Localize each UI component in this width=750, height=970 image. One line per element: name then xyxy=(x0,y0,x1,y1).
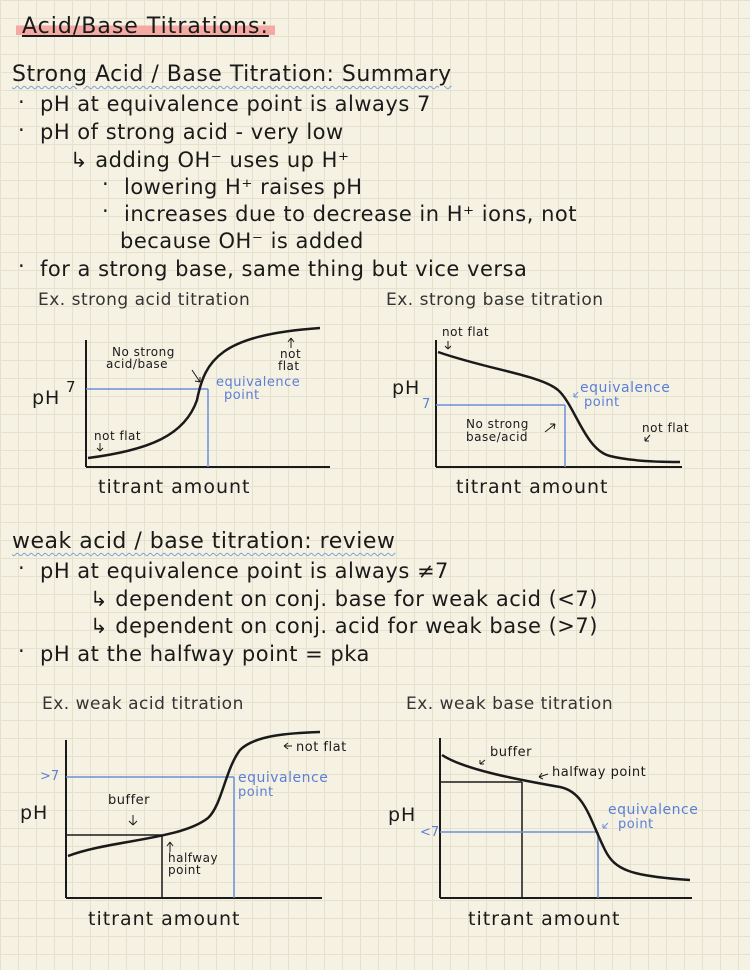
graph4-note-equivalence-line2: point xyxy=(618,817,654,832)
strong-bullet-2-sub-b2: because OH⁻ is added xyxy=(120,229,364,253)
strong-bullet-3: for a strong base, same thing but vice versa xyxy=(40,257,528,281)
weak-bullet-2: pH at the halfway point = pka xyxy=(40,642,370,666)
graph3-note-equivalence-line1: equivalence xyxy=(238,770,329,786)
strong-bullet-1: pH at equivalence point is always 7 xyxy=(40,92,431,116)
arrow-icon xyxy=(603,823,608,828)
graph1-y7-tick: 7 xyxy=(66,378,76,396)
graph4-note-equivalence-line1: equivalence xyxy=(608,802,699,818)
strong-bullet-2-sub: ↳ adding OH⁻ uses up H⁺ xyxy=(70,148,350,172)
graph3-note-equivalence-line2: point xyxy=(238,785,274,800)
bullet-dot: · xyxy=(18,254,25,278)
graph2-y-axis-label: pH xyxy=(392,377,421,399)
graph1-y-axis-label: pH xyxy=(32,387,61,409)
titration-curve xyxy=(68,732,320,856)
weak-base-example-label: Ex. weak base titration xyxy=(406,694,614,714)
arrow-icon xyxy=(480,760,485,764)
graph2-note-equivalence-line1: equivalence xyxy=(580,380,671,396)
graph2-note-no-strong-line1: No strong xyxy=(466,417,529,431)
graph1-note-equivalence-line1: equivalence xyxy=(216,375,301,390)
graph2-note-not-flat-right: not flat xyxy=(642,421,690,435)
graph2-note-not-flat-top: not flat xyxy=(442,325,490,339)
graph2-note-equivalence-line2: point xyxy=(584,395,620,410)
arrow-icon xyxy=(129,815,137,825)
graph1-note-not-flat-bottom: not flat xyxy=(94,429,142,443)
weak-bullet-1: pH at equivalence point is always ≠7 xyxy=(40,559,449,583)
arrow-icon xyxy=(97,443,103,451)
graph3-note-halfway-line2: point xyxy=(168,863,202,877)
graph1-x-axis-label: titrant amount xyxy=(98,476,251,498)
graph3-note-halfway-line1: halfway xyxy=(168,851,219,865)
bullet-dot: · xyxy=(18,90,25,114)
bullet-dot: · xyxy=(18,118,25,142)
strong-bullet-2-sub-a: lowering H⁺ raises pH xyxy=(124,175,363,199)
weak-bullet-1-sub2: ↳ dependent on conj. acid for weak base (>7) xyxy=(90,614,598,638)
strong-bullet-2-sub-b1: increases due to decrease in H⁺ ions, not xyxy=(124,202,577,226)
arrow-icon xyxy=(284,743,292,749)
graph1-note-not-flat-top-line1: not xyxy=(280,347,302,361)
arrow-icon xyxy=(445,341,451,349)
graph4-note-halfway: halfway point xyxy=(552,765,647,780)
graph1-note-equivalence-line2: point xyxy=(224,388,260,403)
graph3-y-axis-label: pH xyxy=(20,802,49,824)
arrow-icon xyxy=(645,435,650,441)
weak-bullet-1-sub1: ↳ dependent on conj. base for weak acid (<7) xyxy=(90,587,598,611)
page-title: Acid/Base Titrations: xyxy=(16,14,275,40)
graph2-note-no-strong-line2: base/acid xyxy=(466,430,529,444)
titration-curve xyxy=(438,352,680,462)
bullet-dot: · xyxy=(102,199,109,223)
strong-base-example-label: Ex. strong base titration xyxy=(386,290,604,310)
weak-acid-example-label: Ex. weak acid titration xyxy=(42,694,244,714)
graph3-x-axis-label: titrant amount xyxy=(88,908,241,930)
arrow-icon xyxy=(574,392,578,397)
graph3-y-tick: >7 xyxy=(40,769,60,784)
graph3-note-not-flat: not flat xyxy=(296,740,347,755)
graph4-y-tick: <7 xyxy=(420,825,440,840)
strong-bullet-2: pH of strong acid - very low xyxy=(40,120,344,144)
graph2-x-axis-label: titrant amount xyxy=(456,476,609,498)
graph2-y7-tick: 7 xyxy=(422,397,431,412)
arrow-icon xyxy=(545,424,555,432)
graph1-note-no-strong-line2: acid/base xyxy=(106,357,169,371)
arrow-icon xyxy=(539,773,548,779)
strong-heading: Strong Acid / Base Titration: Summary xyxy=(12,62,452,87)
graph4-note-buffer: buffer xyxy=(490,745,532,760)
arrow-icon xyxy=(192,370,200,382)
weak-heading: weak acid / base titration: review xyxy=(12,529,396,554)
bullet-dot: · xyxy=(18,556,25,580)
bullet-dot: · xyxy=(18,639,25,663)
graph3-note-buffer: buffer xyxy=(108,793,150,808)
bullet-dot: · xyxy=(102,172,109,196)
graph4-x-axis-label: titrant amount xyxy=(468,908,621,930)
strong-acid-example-label: Ex. strong acid titration xyxy=(38,290,251,310)
graph1-note-not-flat-top-line2: flat xyxy=(278,359,300,373)
graph1-note-no-strong-line1: No strong xyxy=(112,345,175,359)
graph4-y-axis-label: pH xyxy=(388,804,417,826)
